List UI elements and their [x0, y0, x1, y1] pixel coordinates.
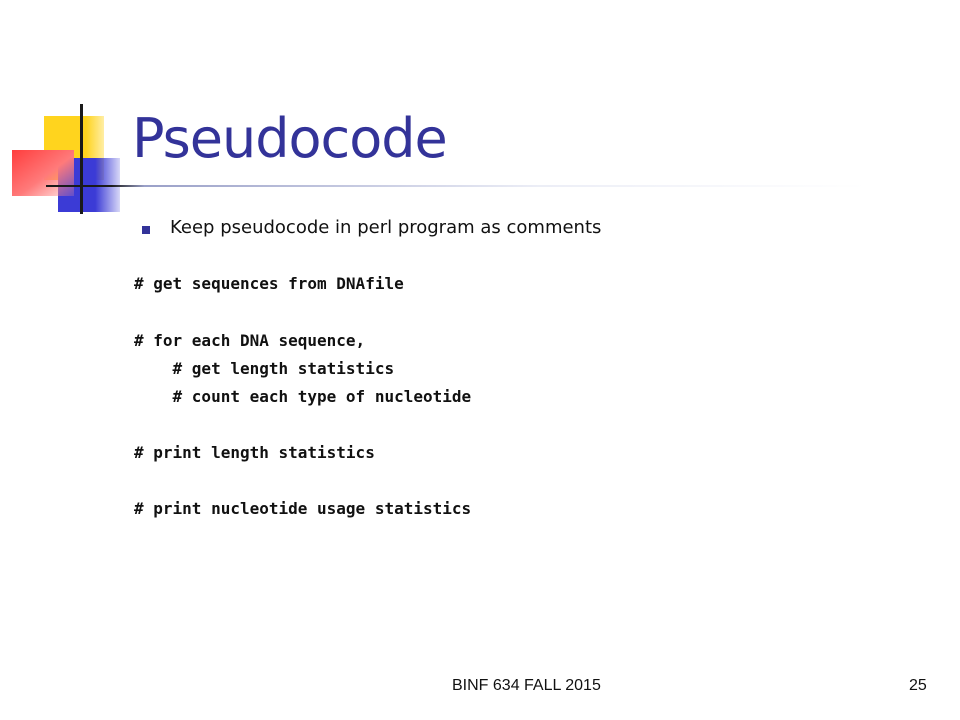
footer-course-label: BINF 634 FALL 2015: [452, 677, 601, 694]
decorative-logo: [0, 0, 140, 230]
code-line: # print length statistics: [134, 443, 375, 462]
vertical-rule: [80, 104, 83, 214]
footer-page-number: 25: [909, 677, 927, 694]
code-line: # print nucleotide usage statistics: [134, 499, 472, 518]
bullet-text: Keep pseudocode in perl program as comments: [170, 217, 602, 238]
red-square-decoration: [12, 150, 74, 196]
code-line: # for each DNA sequence,: [134, 331, 366, 350]
code-line: # count each type of nucleotide: [134, 387, 472, 406]
code-line: # get length statistics: [134, 359, 395, 378]
title-underline-rule: [46, 185, 866, 187]
slide-title: Pseudocode: [132, 107, 447, 170]
code-line: # get sequences from DNAfile: [134, 274, 404, 293]
square-bullet-icon: [142, 226, 150, 234]
